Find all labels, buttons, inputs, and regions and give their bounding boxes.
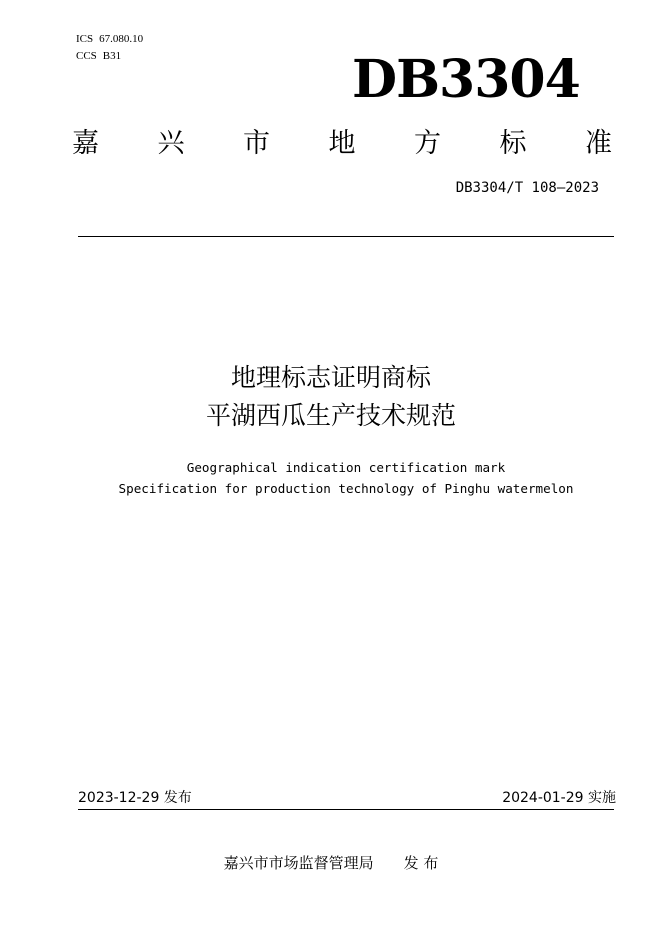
issuer-name: 嘉兴市市场监督管理局 bbox=[223, 854, 374, 872]
standard-type-char: 方 bbox=[414, 128, 441, 159]
title-en-line2: Specification for production technology of Pinghu watermelon bbox=[118, 481, 574, 496]
standard-type-char: 准 bbox=[585, 128, 612, 159]
standard-type-char: 嘉 bbox=[72, 128, 99, 159]
title-cn-line1: 地理标志证明商标 bbox=[230, 363, 431, 392]
ics-label: ICS bbox=[76, 33, 94, 45]
ics-classification bbox=[76, 32, 143, 46]
implement-date: 2024-01-29 实施 bbox=[502, 790, 616, 806]
issuer-line bbox=[0, 852, 662, 874]
ccs-classification bbox=[76, 49, 121, 63]
standard-type-char: 地 bbox=[328, 128, 356, 159]
footer-divider bbox=[78, 809, 614, 810]
ccs-label: CCS bbox=[76, 50, 97, 62]
standard-type-char: 市 bbox=[243, 128, 270, 159]
standard-type-char: 兴 bbox=[157, 128, 185, 159]
title-cn-line2: 平湖西瓜生产技术规范 bbox=[205, 401, 456, 430]
standard-number: DB3304/T 108—2023 bbox=[455, 180, 599, 196]
header-divider bbox=[78, 236, 614, 237]
issue-word: 发 布 bbox=[403, 854, 439, 872]
issue-date: 2023-12-29 发布 bbox=[78, 790, 192, 806]
title-en-line1: Geographical indication certification mark bbox=[186, 460, 506, 475]
standard-type-heading bbox=[72, 124, 612, 164]
ccs-code: B31 bbox=[102, 50, 122, 62]
ics-code: 67.080.10 bbox=[99, 33, 144, 45]
db-logo: DB3304 bbox=[352, 49, 580, 110]
standard-type-char: 标 bbox=[499, 128, 527, 159]
